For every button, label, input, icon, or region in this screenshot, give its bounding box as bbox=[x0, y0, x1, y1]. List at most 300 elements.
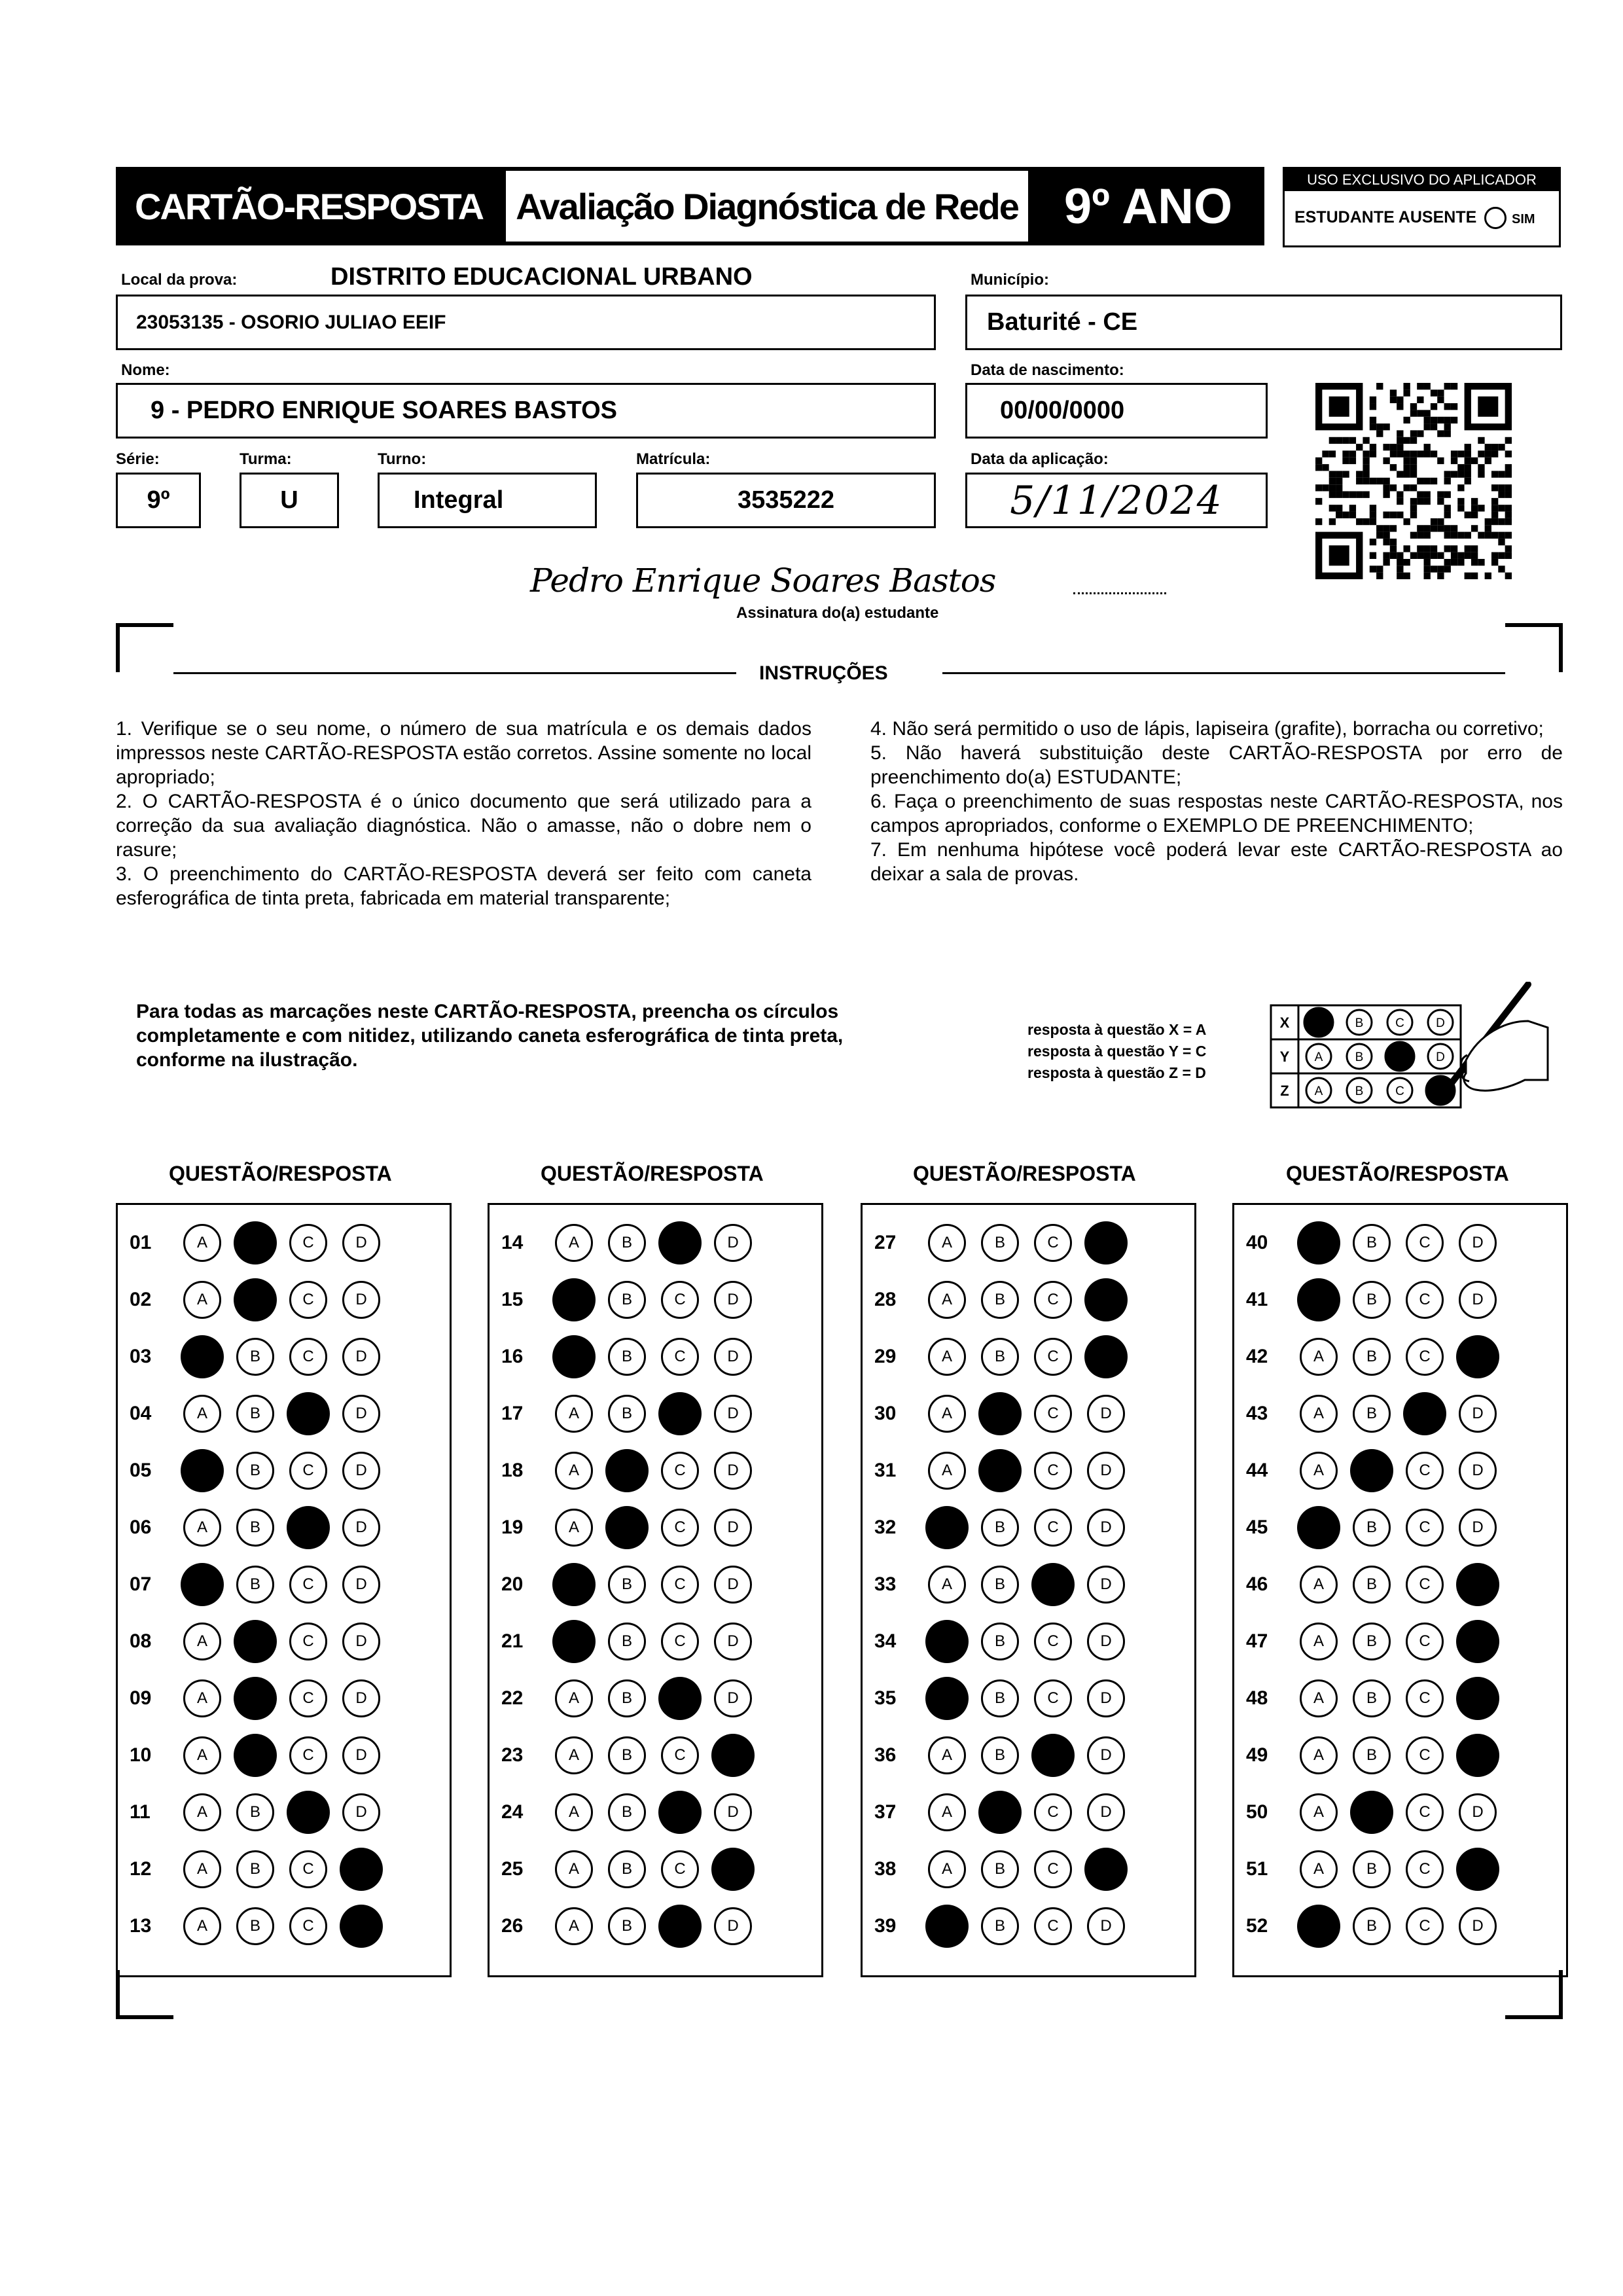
bubble-16-c[interactable]: C bbox=[661, 1338, 699, 1376]
answer-row-29 bbox=[863, 1337, 1140, 1376]
question-number: 36 bbox=[874, 1744, 897, 1766]
bubble-12-c[interactable]: C bbox=[289, 1850, 327, 1888]
bubble-06-a[interactable]: A bbox=[183, 1509, 221, 1547]
bubble-42-b[interactable]: B bbox=[1353, 1338, 1391, 1376]
bubble-11-d[interactable]: D bbox=[342, 1793, 380, 1831]
bubble-37-c[interactable]: C bbox=[1034, 1793, 1072, 1831]
bubble-38-d-filled[interactable] bbox=[1084, 1848, 1128, 1891]
bubble-08-b-filled[interactable] bbox=[234, 1620, 277, 1663]
bubble-45-a-filled[interactable] bbox=[1297, 1506, 1340, 1549]
bubble-50-b-filled[interactable] bbox=[1350, 1791, 1393, 1834]
bubble-23-d-filled[interactable] bbox=[711, 1734, 755, 1777]
bubble-13-b[interactable]: B bbox=[236, 1907, 274, 1945]
question-number: 44 bbox=[1246, 1460, 1268, 1481]
bubble-31-b-filled[interactable] bbox=[978, 1449, 1022, 1492]
bubble-29-d-filled[interactable] bbox=[1084, 1335, 1128, 1378]
answer-row-22 bbox=[490, 1679, 767, 1718]
bubble-31-c[interactable]: C bbox=[1034, 1452, 1072, 1490]
bubble-24-a[interactable]: A bbox=[555, 1793, 593, 1831]
bubble-36-a[interactable]: A bbox=[928, 1736, 966, 1774]
bubble-36-d[interactable]: D bbox=[1087, 1736, 1125, 1774]
nascimento-label: Data de nascimento: bbox=[971, 361, 1124, 379]
corner-top-right bbox=[1505, 623, 1563, 627]
answer-row-35 bbox=[863, 1679, 1140, 1718]
bubble-17-a[interactable]: A bbox=[555, 1395, 593, 1433]
bubble-05-d[interactable]: D bbox=[342, 1452, 380, 1490]
answer-row-24 bbox=[490, 1793, 767, 1832]
bubble-47-c[interactable]: C bbox=[1406, 1623, 1444, 1660]
bubble-17-d[interactable]: D bbox=[714, 1395, 752, 1433]
bubble-50-a[interactable]: A bbox=[1300, 1793, 1338, 1831]
bubble-18-b-filled[interactable] bbox=[605, 1449, 649, 1492]
answer-row-06 bbox=[118, 1508, 395, 1547]
bubble-14-d[interactable]: D bbox=[714, 1224, 752, 1262]
question-number: 31 bbox=[874, 1460, 897, 1481]
bubble-37-b-filled[interactable] bbox=[978, 1791, 1022, 1834]
bubble-01-a[interactable]: A bbox=[183, 1224, 221, 1262]
bubble-35-b[interactable]: B bbox=[981, 1679, 1019, 1717]
bubble-07-c[interactable]: C bbox=[289, 1566, 327, 1604]
bubble-07-b[interactable]: B bbox=[236, 1566, 274, 1604]
answer-row-05 bbox=[118, 1451, 395, 1490]
bubble-27-d-filled[interactable] bbox=[1084, 1221, 1128, 1265]
bubble-40-d[interactable]: D bbox=[1459, 1224, 1497, 1262]
bubble-33-a[interactable]: A bbox=[928, 1566, 966, 1604]
instruction-1: 1. Verifique se o seu nome, o número de sua matrícula e os demais dados impressos neste CARTÃO-RESPOSTA estão corretos. Assine somente no local apropriado; bbox=[116, 718, 812, 788]
question-number: 46 bbox=[1246, 1573, 1268, 1595]
bubble-20-b[interactable]: B bbox=[608, 1566, 646, 1604]
bubble-19-b-filled[interactable] bbox=[605, 1506, 649, 1549]
bubble-02-c[interactable]: C bbox=[289, 1281, 327, 1319]
instructions-right bbox=[870, 717, 1563, 886]
bubble-30-c[interactable]: C bbox=[1034, 1395, 1072, 1433]
bubble-42-a[interactable]: A bbox=[1300, 1338, 1338, 1376]
bubble-02-b-filled[interactable] bbox=[234, 1278, 277, 1321]
bubble-19-d[interactable]: D bbox=[714, 1509, 752, 1547]
fill-instructions: Para todas as marcações neste CARTÃO-RESPOSTA, preencha os círculos completamente e com nitidez, utilizando caneta esferográfica de tinta preta, conforme na ilustração. bbox=[136, 1001, 844, 1071]
bubble-08-a[interactable]: A bbox=[183, 1623, 221, 1660]
example-bubble-x-a bbox=[1304, 1008, 1333, 1037]
answer-row-33 bbox=[863, 1565, 1140, 1604]
answer-row-04 bbox=[118, 1394, 395, 1433]
question-number: 42 bbox=[1246, 1346, 1268, 1367]
answer-row-43 bbox=[1234, 1394, 1512, 1433]
instruction-4: 4. Não será permitido o uso de lápis, lapiseira (grafite), borracha ou corretivo; bbox=[870, 718, 1544, 740]
bubble-25-a[interactable]: A bbox=[555, 1850, 593, 1888]
bubble-45-c[interactable]: C bbox=[1406, 1509, 1444, 1547]
bubble-16-a-filled[interactable] bbox=[552, 1335, 596, 1378]
bubble-39-b[interactable]: B bbox=[981, 1907, 1019, 1945]
answer-column-4 bbox=[1232, 1203, 1568, 1977]
question-number: 52 bbox=[1246, 1915, 1268, 1937]
example-question-y: Y bbox=[1279, 1049, 1290, 1065]
bubble-01-d[interactable]: D bbox=[342, 1224, 380, 1262]
answer-row-19 bbox=[490, 1508, 767, 1547]
bubble-28-b[interactable]: B bbox=[981, 1281, 1019, 1319]
answer-row-28 bbox=[863, 1280, 1140, 1319]
question-number: 24 bbox=[501, 1801, 524, 1823]
bubble-15-d[interactable]: D bbox=[714, 1281, 752, 1319]
bubble-44-d[interactable]: D bbox=[1459, 1452, 1497, 1490]
question-number: 05 bbox=[130, 1460, 152, 1481]
bubble-14-a[interactable]: A bbox=[555, 1224, 593, 1262]
bubble-03-c[interactable]: C bbox=[289, 1338, 327, 1376]
bubble-39-c[interactable]: C bbox=[1034, 1907, 1072, 1945]
bubble-38-b[interactable]: B bbox=[981, 1850, 1019, 1888]
question-number: 33 bbox=[874, 1573, 897, 1595]
bubble-03-d[interactable]: D bbox=[342, 1338, 380, 1376]
bubble-14-c-filled[interactable] bbox=[658, 1221, 702, 1265]
bubble-29-a[interactable]: A bbox=[928, 1338, 966, 1376]
bubble-52-a-filled[interactable] bbox=[1297, 1905, 1340, 1948]
bubble-20-a-filled[interactable] bbox=[552, 1563, 596, 1606]
bubble-10-d[interactable]: D bbox=[342, 1736, 380, 1774]
nome-value: 9 - PEDRO ENRIQUE SOARES BASTOS bbox=[151, 397, 617, 424]
bubble-33-d[interactable]: D bbox=[1087, 1566, 1125, 1604]
bubble-27-a[interactable]: A bbox=[928, 1224, 966, 1262]
bubble-22-d[interactable]: D bbox=[714, 1679, 752, 1717]
bubble-23-c[interactable]: C bbox=[661, 1736, 699, 1774]
bubble-46-d-filled[interactable] bbox=[1456, 1563, 1499, 1606]
exam-title: Avaliação Diagnóstica de Rede bbox=[502, 167, 1032, 245]
local-field bbox=[116, 295, 936, 350]
bubble-30-b-filled[interactable] bbox=[978, 1392, 1022, 1435]
bubble-21-b[interactable]: B bbox=[608, 1623, 646, 1660]
bubble-41-c[interactable]: C bbox=[1406, 1281, 1444, 1319]
bubble-44-c[interactable]: C bbox=[1406, 1452, 1444, 1490]
bubble-15-c[interactable]: C bbox=[661, 1281, 699, 1319]
bubble-46-b[interactable]: B bbox=[1353, 1566, 1391, 1604]
bubble-33-c-filled[interactable] bbox=[1031, 1563, 1075, 1606]
bubble-38-c[interactable]: C bbox=[1034, 1850, 1072, 1888]
bubble-51-d-filled[interactable] bbox=[1456, 1848, 1499, 1891]
question-number: 47 bbox=[1246, 1630, 1268, 1652]
bubble-06-d[interactable]: D bbox=[342, 1509, 380, 1547]
answer-row-21 bbox=[490, 1622, 767, 1661]
bubble-18-c[interactable]: C bbox=[661, 1452, 699, 1490]
turma-value: U bbox=[280, 486, 298, 514]
bubble-18-a[interactable]: A bbox=[555, 1452, 593, 1490]
bubble-02-d[interactable]: D bbox=[342, 1281, 380, 1319]
corner-bottom-right bbox=[1559, 1970, 1563, 2019]
bubble-12-a[interactable]: A bbox=[183, 1850, 221, 1888]
bubble-48-a[interactable]: A bbox=[1300, 1679, 1338, 1717]
bubble-23-a[interactable]: A bbox=[555, 1736, 593, 1774]
bubble-07-d[interactable]: D bbox=[342, 1566, 380, 1604]
question-number: 34 bbox=[874, 1630, 897, 1652]
bubble-28-d-filled[interactable] bbox=[1084, 1278, 1128, 1321]
bubble-16-d[interactable]: D bbox=[714, 1338, 752, 1376]
bubble-28-c[interactable]: C bbox=[1034, 1281, 1072, 1319]
question-number: 27 bbox=[874, 1232, 897, 1253]
answer-row-48 bbox=[1234, 1679, 1512, 1718]
bubble-34-a-filled[interactable] bbox=[925, 1620, 969, 1663]
bubble-49-b[interactable]: B bbox=[1353, 1736, 1391, 1774]
instruction-2: 2. O CARTÃO-RESPOSTA é o único documento que será utilizado para a correção da sua avaliação diagnóstica. Não o amasse, não o dobre nem o rasure; bbox=[116, 791, 812, 861]
municipio-field bbox=[965, 295, 1562, 350]
bubble-25-c[interactable]: C bbox=[661, 1850, 699, 1888]
bubble-15-a-filled[interactable] bbox=[552, 1278, 596, 1321]
answer-column-1 bbox=[116, 1203, 452, 1977]
bubble-19-a[interactable]: A bbox=[555, 1509, 593, 1547]
bubble-05-c[interactable]: C bbox=[289, 1452, 327, 1490]
turma-field bbox=[240, 473, 339, 528]
bubble-32-a-filled[interactable] bbox=[925, 1506, 969, 1549]
bubble-38-a[interactable]: A bbox=[928, 1850, 966, 1888]
example-label-x: resposta à questão X = A bbox=[1027, 1021, 1207, 1038]
bubble-11-b[interactable]: B bbox=[236, 1793, 274, 1831]
question-number: 03 bbox=[130, 1346, 152, 1367]
bubble-26-d[interactable]: D bbox=[714, 1907, 752, 1945]
bubble-47-a[interactable]: A bbox=[1300, 1623, 1338, 1660]
bubble-22-a[interactable]: A bbox=[555, 1679, 593, 1717]
bubble-42-c[interactable]: C bbox=[1406, 1338, 1444, 1376]
answer-row-01 bbox=[118, 1223, 395, 1263]
answer-row-31 bbox=[863, 1451, 1140, 1490]
bubble-37-d[interactable]: D bbox=[1087, 1793, 1125, 1831]
answer-row-20 bbox=[490, 1565, 767, 1604]
answer-column-2 bbox=[488, 1203, 823, 1977]
example-option-letter: A bbox=[1314, 1085, 1323, 1098]
bubble-09-a[interactable]: A bbox=[183, 1679, 221, 1717]
bubble-48-d-filled[interactable] bbox=[1456, 1677, 1499, 1720]
bubble-44-a[interactable]: A bbox=[1300, 1452, 1338, 1490]
bubble-07-a-filled[interactable] bbox=[181, 1563, 224, 1606]
bubble-29-b[interactable]: B bbox=[981, 1338, 1019, 1376]
bubble-20-c[interactable]: C bbox=[661, 1566, 699, 1604]
bubble-23-b[interactable]: B bbox=[608, 1736, 646, 1774]
bubble-04-c-filled[interactable] bbox=[287, 1392, 330, 1435]
bubble-05-b[interactable]: B bbox=[236, 1452, 274, 1490]
bubble-22-c-filled[interactable] bbox=[658, 1677, 702, 1720]
absent-bubble[interactable] bbox=[1484, 207, 1507, 229]
bubble-10-a[interactable]: A bbox=[183, 1736, 221, 1774]
bubble-11-a[interactable]: A bbox=[183, 1793, 221, 1831]
bubble-22-b[interactable]: B bbox=[608, 1679, 646, 1717]
question-number: 18 bbox=[501, 1460, 524, 1481]
answer-row-41 bbox=[1234, 1280, 1512, 1319]
bubble-51-a[interactable]: A bbox=[1300, 1850, 1338, 1888]
bubble-21-d[interactable]: D bbox=[714, 1623, 752, 1660]
answer-row-32 bbox=[863, 1508, 1140, 1547]
qr-code bbox=[1315, 383, 1512, 579]
bubble-33-b[interactable]: B bbox=[981, 1566, 1019, 1604]
bubble-17-c-filled[interactable] bbox=[658, 1392, 702, 1435]
bubble-26-c-filled[interactable] bbox=[658, 1905, 702, 1948]
bubble-05-a-filled[interactable] bbox=[181, 1449, 224, 1492]
bubble-42-d-filled[interactable] bbox=[1456, 1335, 1499, 1378]
column-header-2: QUESTÃO/RESPOSTA bbox=[541, 1162, 764, 1185]
answer-row-13 bbox=[118, 1907, 395, 1946]
bubble-36-b[interactable]: B bbox=[981, 1736, 1019, 1774]
bubble-01-b-filled[interactable] bbox=[234, 1221, 277, 1265]
bubble-27-b[interactable]: B bbox=[981, 1224, 1019, 1262]
bubble-13-c[interactable]: C bbox=[289, 1907, 327, 1945]
bubble-02-a[interactable]: A bbox=[183, 1281, 221, 1319]
example-option-letter: C bbox=[1395, 1085, 1404, 1098]
bubble-08-c[interactable]: C bbox=[289, 1623, 327, 1660]
matricula-label: Matrícula: bbox=[636, 450, 711, 468]
question-number: 48 bbox=[1246, 1687, 1268, 1709]
bubble-18-d[interactable]: D bbox=[714, 1452, 752, 1490]
bubble-43-c-filled[interactable] bbox=[1403, 1392, 1446, 1435]
bubble-32-b[interactable]: B bbox=[981, 1509, 1019, 1547]
bubble-06-c-filled[interactable] bbox=[287, 1506, 330, 1549]
bubble-35-a-filled[interactable] bbox=[925, 1677, 969, 1720]
bubble-12-d-filled[interactable] bbox=[340, 1848, 383, 1891]
bubble-44-b-filled[interactable] bbox=[1350, 1449, 1393, 1492]
instruction-3: 3. O preenchimento do CARTÃO-RESPOSTA deverá ser feito com caneta esferográfica de tinta preta, fabricada em material transparente; bbox=[116, 863, 812, 909]
bubble-31-a[interactable]: A bbox=[928, 1452, 966, 1490]
bubble-51-b[interactable]: B bbox=[1353, 1850, 1391, 1888]
question-number: 23 bbox=[501, 1744, 524, 1766]
answer-row-12 bbox=[118, 1850, 395, 1889]
answer-column-3 bbox=[861, 1203, 1196, 1977]
bubble-09-b-filled[interactable] bbox=[234, 1677, 277, 1720]
bubble-31-d[interactable]: D bbox=[1087, 1452, 1125, 1490]
bubble-25-d-filled[interactable] bbox=[711, 1848, 755, 1891]
bubble-37-a[interactable]: A bbox=[928, 1793, 966, 1831]
bubble-34-b[interactable]: B bbox=[981, 1623, 1019, 1660]
bubble-10-b-filled[interactable] bbox=[234, 1734, 277, 1777]
bubble-32-d[interactable]: D bbox=[1087, 1509, 1125, 1547]
question-number: 11 bbox=[130, 1801, 151, 1823]
bubble-20-d[interactable]: D bbox=[714, 1566, 752, 1604]
aplicacao-field bbox=[965, 473, 1268, 528]
bubble-15-b[interactable]: B bbox=[608, 1281, 646, 1319]
serie-label: Série: bbox=[116, 450, 160, 468]
bubble-34-d[interactable]: D bbox=[1087, 1623, 1125, 1660]
question-number: 20 bbox=[501, 1573, 524, 1595]
bubble-39-d[interactable]: D bbox=[1087, 1907, 1125, 1945]
bubble-03-b[interactable]: B bbox=[236, 1338, 274, 1376]
answer-row-50 bbox=[1234, 1793, 1512, 1832]
bubble-35-d[interactable]: D bbox=[1087, 1679, 1125, 1717]
bubble-13-a[interactable]: A bbox=[183, 1907, 221, 1945]
answer-row-25 bbox=[490, 1850, 767, 1889]
bubble-04-a[interactable]: A bbox=[183, 1395, 221, 1433]
bubble-29-c[interactable]: C bbox=[1034, 1338, 1072, 1376]
bubble-11-c-filled[interactable] bbox=[287, 1791, 330, 1834]
bubble-49-d-filled[interactable] bbox=[1456, 1734, 1499, 1777]
bubble-45-d[interactable]: D bbox=[1459, 1509, 1497, 1547]
example-question-z: Z bbox=[1280, 1083, 1289, 1099]
local-value: 23053135 - OSORIO JULIAO EEIF bbox=[136, 311, 446, 333]
bubble-52-d[interactable]: D bbox=[1459, 1907, 1497, 1945]
bubble-35-c[interactable]: C bbox=[1034, 1679, 1072, 1717]
bubble-45-b[interactable]: B bbox=[1353, 1509, 1391, 1547]
question-number: 25 bbox=[501, 1858, 524, 1880]
bubble-10-c[interactable]: C bbox=[289, 1736, 327, 1774]
bubble-46-c[interactable]: C bbox=[1406, 1566, 1444, 1604]
bubble-26-a[interactable]: A bbox=[555, 1907, 593, 1945]
answer-row-07 bbox=[118, 1565, 395, 1604]
bubble-26-b[interactable]: B bbox=[608, 1907, 646, 1945]
bubble-52-b[interactable]: B bbox=[1353, 1907, 1391, 1945]
bubble-40-b[interactable]: B bbox=[1353, 1224, 1391, 1262]
bubble-25-b[interactable]: B bbox=[608, 1850, 646, 1888]
bubble-21-c[interactable]: C bbox=[661, 1623, 699, 1660]
bubble-01-c[interactable]: C bbox=[289, 1224, 327, 1262]
bubble-09-c[interactable]: C bbox=[289, 1679, 327, 1717]
answer-row-47 bbox=[1234, 1622, 1512, 1661]
question-number: 37 bbox=[874, 1801, 897, 1823]
bubble-19-c[interactable]: C bbox=[661, 1509, 699, 1547]
bubble-04-d[interactable]: D bbox=[342, 1395, 380, 1433]
answer-row-09 bbox=[118, 1679, 395, 1718]
question-number: 08 bbox=[130, 1630, 152, 1652]
bubble-40-c[interactable]: C bbox=[1406, 1224, 1444, 1262]
instructions-rule-left bbox=[173, 672, 736, 674]
bubble-14-b[interactable]: B bbox=[608, 1224, 646, 1262]
bubble-06-b[interactable]: B bbox=[236, 1509, 274, 1547]
bubble-41-d[interactable]: D bbox=[1459, 1281, 1497, 1319]
bubble-34-c[interactable]: C bbox=[1034, 1623, 1072, 1660]
answer-row-10 bbox=[118, 1736, 395, 1775]
bubble-32-c[interactable]: C bbox=[1034, 1509, 1072, 1547]
bubble-48-b[interactable]: B bbox=[1353, 1679, 1391, 1717]
bubble-39-a-filled[interactable] bbox=[925, 1905, 969, 1948]
question-number: 26 bbox=[501, 1915, 524, 1937]
bubble-49-c[interactable]: C bbox=[1406, 1736, 1444, 1774]
bubble-50-c[interactable]: C bbox=[1406, 1793, 1444, 1831]
bubble-41-a-filled[interactable] bbox=[1297, 1278, 1340, 1321]
bubble-24-b[interactable]: B bbox=[608, 1793, 646, 1831]
bubble-27-c[interactable]: C bbox=[1034, 1224, 1072, 1262]
bubble-09-d[interactable]: D bbox=[342, 1679, 380, 1717]
bubble-16-b[interactable]: B bbox=[608, 1338, 646, 1376]
corner-top-left bbox=[116, 623, 173, 627]
bubble-47-d-filled[interactable] bbox=[1456, 1620, 1499, 1663]
bubble-13-d-filled[interactable] bbox=[340, 1905, 383, 1948]
bubble-21-a-filled[interactable] bbox=[552, 1620, 596, 1663]
bubble-43-b[interactable]: B bbox=[1353, 1395, 1391, 1433]
bubble-52-c[interactable]: C bbox=[1406, 1907, 1444, 1945]
question-number: 02 bbox=[130, 1289, 152, 1310]
bubble-50-d[interactable]: D bbox=[1459, 1793, 1497, 1831]
bubble-43-d[interactable]: D bbox=[1459, 1395, 1497, 1433]
question-number: 17 bbox=[501, 1403, 524, 1424]
absent-label: ESTUDANTE AUSENTE bbox=[1294, 208, 1477, 226]
bubble-24-d[interactable]: D bbox=[714, 1793, 752, 1831]
question-number: 10 bbox=[130, 1744, 152, 1766]
bubble-48-c[interactable]: C bbox=[1406, 1679, 1444, 1717]
bubble-46-a[interactable]: A bbox=[1300, 1566, 1338, 1604]
bubble-04-b[interactable]: B bbox=[236, 1395, 274, 1433]
bubble-08-d[interactable]: D bbox=[342, 1623, 380, 1660]
bubble-03-a-filled[interactable] bbox=[181, 1335, 224, 1378]
bubble-28-a[interactable]: A bbox=[928, 1281, 966, 1319]
bubble-36-c-filled[interactable] bbox=[1031, 1734, 1075, 1777]
bubble-47-b[interactable]: B bbox=[1353, 1623, 1391, 1660]
bubble-30-d[interactable]: D bbox=[1087, 1395, 1125, 1433]
bubble-30-a[interactable]: A bbox=[928, 1395, 966, 1433]
question-number: 41 bbox=[1246, 1289, 1268, 1310]
bubble-41-b[interactable]: B bbox=[1353, 1281, 1391, 1319]
answer-row-18 bbox=[490, 1451, 767, 1490]
fill-example bbox=[1270, 982, 1551, 1113]
bubble-51-c[interactable]: C bbox=[1406, 1850, 1444, 1888]
bubble-12-b[interactable]: B bbox=[236, 1850, 274, 1888]
bubble-43-a[interactable]: A bbox=[1300, 1395, 1338, 1433]
bubble-49-a[interactable]: A bbox=[1300, 1736, 1338, 1774]
bubble-17-b[interactable]: B bbox=[608, 1395, 646, 1433]
serie-value: 9º bbox=[147, 486, 170, 514]
bubble-40-a-filled[interactable] bbox=[1297, 1221, 1340, 1265]
column-header-1: QUESTÃO/RESPOSTA bbox=[169, 1162, 392, 1185]
bubble-24-c-filled[interactable] bbox=[658, 1791, 702, 1834]
example-question-x: X bbox=[1279, 1014, 1290, 1031]
